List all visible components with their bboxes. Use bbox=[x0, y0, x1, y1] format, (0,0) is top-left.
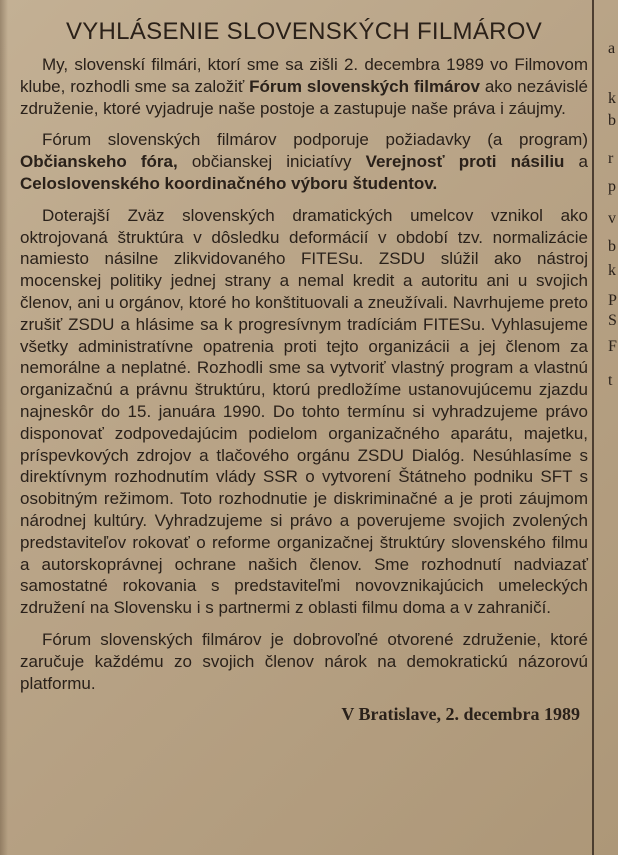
cropped-letter: P bbox=[608, 292, 617, 309]
declaration-article bbox=[20, 18, 588, 725]
article-title: VYHLÁSENIE SLOVENSKÝCH FILMÁROV bbox=[65, 18, 543, 45]
paragraph-2 bbox=[20, 129, 588, 194]
cropped-letter: v bbox=[608, 210, 616, 227]
bold-phrase: Občianskeho fóra, bbox=[20, 152, 178, 172]
text-run: My, slovenskí filmári, ktorí sme sa zišli 2. decembra 1989 vo Filmovom klube, rozhodli sme sa založiť bbox=[20, 55, 588, 96]
cropped-letter: k bbox=[608, 90, 616, 107]
article-signature: V Bratislave, 2. decembra 1989 bbox=[341, 704, 580, 725]
text-run: Fórum slovenských filmárov podporuje požiadavky (a program) bbox=[42, 130, 588, 150]
page-edge-shadow bbox=[0, 0, 8, 855]
cropped-letter: S bbox=[608, 312, 617, 329]
paragraph-3 bbox=[20, 205, 588, 619]
cropped-letter: b bbox=[608, 238, 616, 255]
paragraph-1 bbox=[20, 54, 588, 119]
article-body bbox=[20, 54, 588, 694]
cropped-letter: a bbox=[608, 40, 616, 57]
text-run: Doterajší Zväz slovenských dramatických umelcov vznikol ako oktrojovaná štruktúra v dôsledku deformácií v období tzv. normalizácie namiesto násilne zlikvidovaného FITESu. ZSDU slúžil ako nástroj mocenskej politiky jednej strany a nemal kredit a autoritu ani u svojich členov, ani u orgánov, ktoré ho konštituovali a zneužívali. Navrhujeme preto zrušiť ZSDU a hlásime sa k progresívnym tradíciám FITESu. Vyhlasujeme všetky administratívne opatrenia proti tejto organizácii a jej členom za nemorálne a neplatné. Rozhodli sme sa vytvoriť vlastný program a vlastnú organizačnú a právnu štruktúru, ktorú predložíme ustanovujúcemu zjazdu najneskôr do 15. januára 1990. Do tohto termínu si vyhradzujeme právo disponovať zodpovedajúcim podielom organizačného aparátu, majetku, príspevkových zdrojov a tlačového orgánu ZSDU Dialóg. Nesúhlasíme s direktívnym rozhodnutím vlády SSR o vytvorení Štátneho podniku SFT s osobitným režimom. Toto rozhodnutie je diskriminačné a je proti záujmom národnej kultúry. Vyhradzujeme si právo a poverujeme svojich zvolených predstaviteľov rokovať o reforme organizačnej štruktúry slovenského filmu a autorskoprávnej ochrane našich členov. Sme rozhodnutí nadviazať samostatné rokovania s predstaviteľmi novovznikajúcich umeleckých združení na Slovensku i s partnermi z oblasti filmu doma a v zahraničí. bbox=[20, 205, 588, 618]
cropped-letter: r bbox=[608, 150, 614, 167]
text-run: a bbox=[564, 152, 589, 172]
text-run: občianskej iniciatívy bbox=[177, 152, 366, 172]
cropped-letter: b bbox=[608, 112, 616, 129]
bold-phrase: Verejnosť proti násiliu bbox=[365, 152, 565, 172]
cropped-letter: p bbox=[608, 178, 616, 195]
cropped-letter: F bbox=[608, 338, 617, 355]
column-divider bbox=[592, 0, 594, 855]
bold-phrase: Fórum slovenských filmárov bbox=[249, 76, 480, 96]
bold-phrase: Celoslovenského koordinačného výboru študentov. bbox=[20, 173, 438, 193]
text-run: Fórum slovenských filmárov je dobrovoľné otvorené združenie, ktoré zaručuje každému zo svojich členov nárok na demokratickú názorovú platformu. bbox=[20, 629, 588, 693]
text-run: ako nezávislé združenie, ktoré vyjadruje naše postoje a zastupuje naše práva i záujmy. bbox=[20, 76, 589, 118]
cropped-letter: k bbox=[608, 262, 616, 279]
paragraph-4 bbox=[20, 629, 588, 694]
cropped-letter: t bbox=[608, 372, 613, 389]
adjacent-column-fragment bbox=[596, 0, 618, 855]
